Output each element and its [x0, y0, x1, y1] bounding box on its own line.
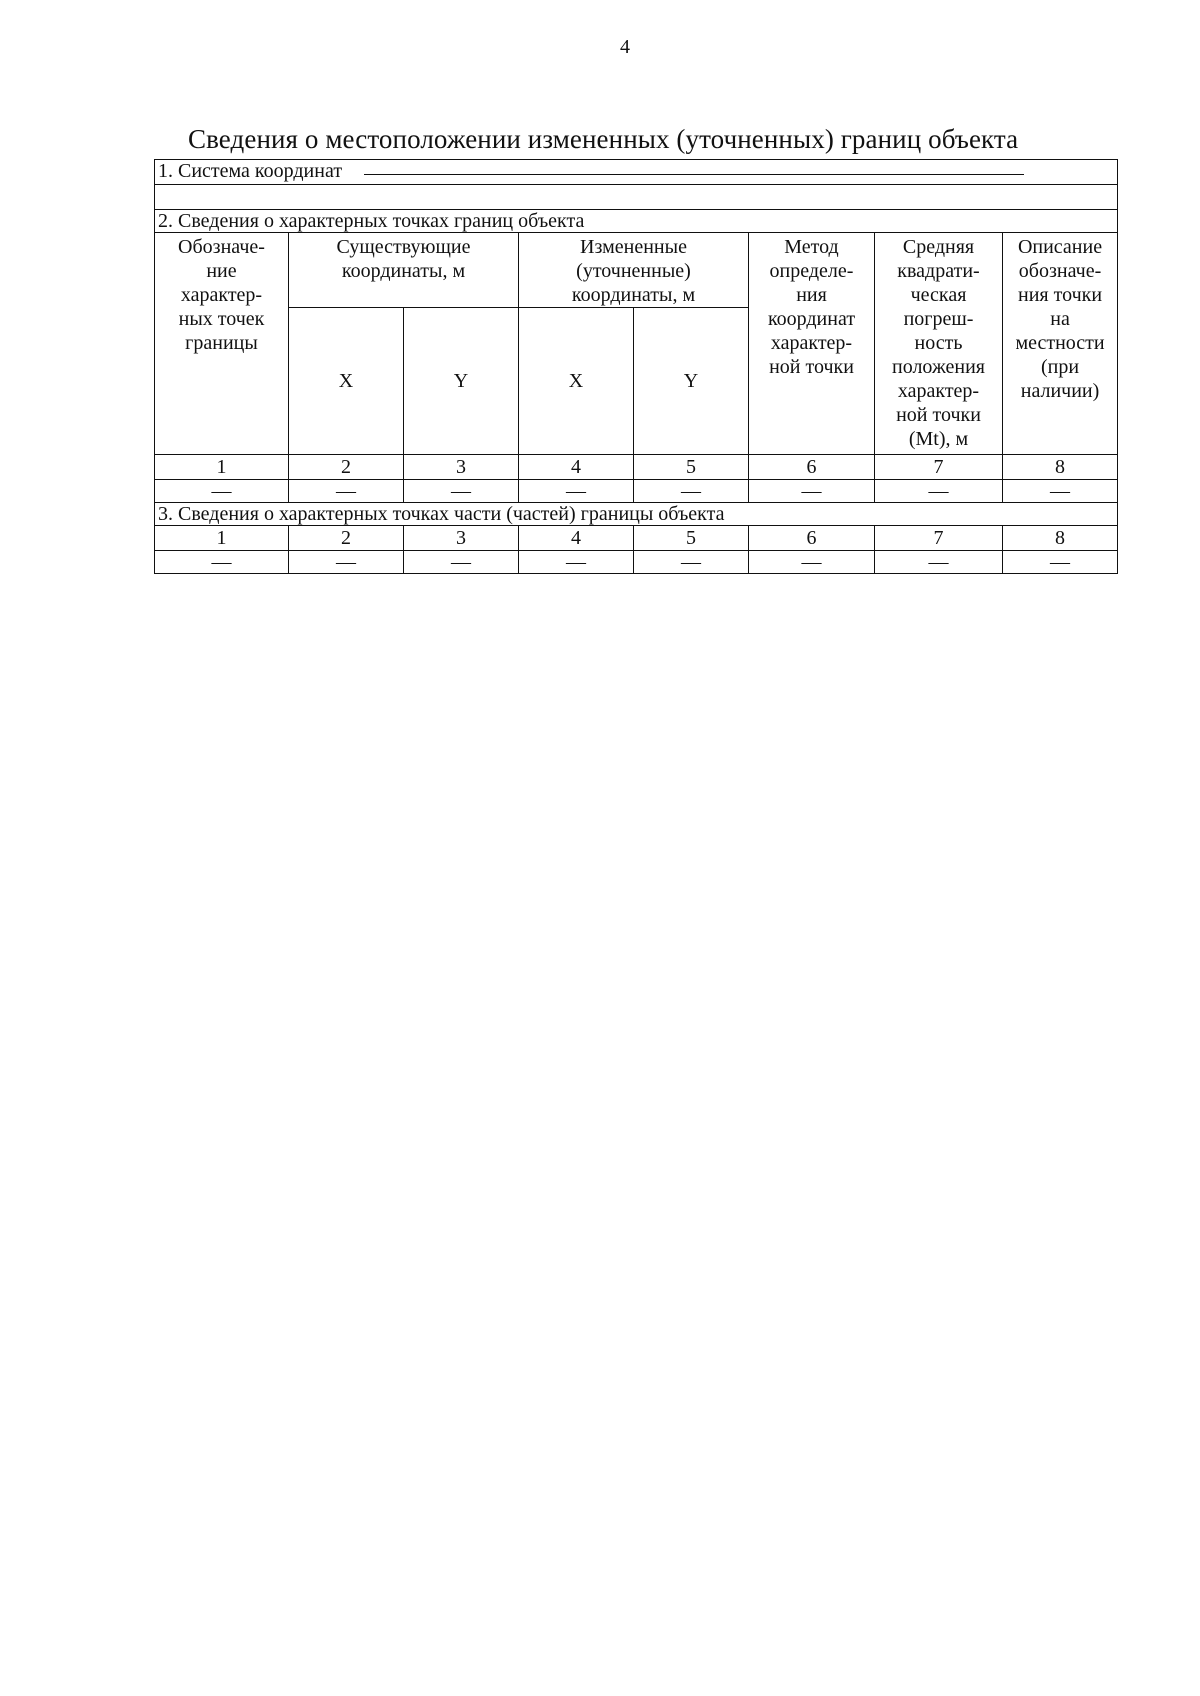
header-designation: Обозначе- ние характер- ных точек границы: [155, 233, 289, 455]
header-existing-x: X: [289, 308, 404, 455]
column-number: 1: [155, 526, 289, 551]
boundary-points-table: [154, 159, 1118, 574]
column-number: 2: [289, 455, 404, 480]
column-number: 4: [519, 526, 634, 551]
table-cell: —: [289, 551, 404, 574]
column-number: 7: [875, 455, 1003, 480]
blank-row: [155, 185, 1118, 210]
table-cell: —: [519, 551, 634, 574]
table-cell: —: [1003, 551, 1118, 574]
column-number: 5: [634, 526, 749, 551]
page-number: 4: [620, 36, 630, 58]
column-number: 5: [634, 455, 749, 480]
table-cell: —: [875, 480, 1003, 503]
header-changed-x: X: [519, 308, 634, 455]
header-existing-y: Y: [404, 308, 519, 455]
table-cell: —: [404, 480, 519, 503]
section3-data-row: [155, 551, 1118, 574]
header-point-description: Описание обозначе- ния точки на местности (при наличии): [1003, 233, 1118, 455]
table-cell: —: [289, 480, 404, 503]
section2-header-row: [155, 233, 1118, 308]
document-title: Сведения о местоположении измененных (уточненных) границ объекта: [188, 124, 1019, 154]
table-cell: —: [155, 480, 289, 503]
header-existing-coordinates: Существующие координаты, м: [289, 233, 519, 308]
header-mean-square-error: Средняя квадрати- ческая погреш- ность положения характер- ной точки (Mt), м: [875, 233, 1003, 455]
section3-heading: 3. Сведения о характерных точках части (частей) границы объекта: [155, 503, 1118, 526]
header-method: Метод определе- ния координат характер- ной точки: [749, 233, 875, 455]
table-cell: —: [1003, 480, 1118, 503]
column-number: 2: [289, 526, 404, 551]
table-cell: —: [634, 551, 749, 574]
table-cell: —: [749, 480, 875, 503]
section2-heading-row: [155, 210, 1118, 233]
coordinate-system-cell: [155, 160, 1118, 185]
header-changed-y: Y: [634, 308, 749, 455]
column-number: 8: [1003, 455, 1118, 480]
section3-column-numbers-row: [155, 526, 1118, 551]
table-cell: —: [634, 480, 749, 503]
column-number: 1: [155, 455, 289, 480]
table-cell: —: [875, 551, 1003, 574]
column-number: 3: [404, 455, 519, 480]
column-number: 4: [519, 455, 634, 480]
header-changed-coordinates: Измененные (уточненные) координаты, м: [519, 233, 749, 308]
column-number: 6: [749, 455, 875, 480]
table-cell: —: [749, 551, 875, 574]
table-cell: —: [404, 551, 519, 574]
section2-data-row: [155, 480, 1118, 503]
section2-heading: 2. Сведения о характерных точках границ объекта: [155, 210, 1118, 233]
section3-heading-row: [155, 503, 1118, 526]
column-number: 7: [875, 526, 1003, 551]
table-cell: —: [155, 551, 289, 574]
table-cell: —: [519, 480, 634, 503]
section2-column-numbers-row: [155, 455, 1118, 480]
blank-cell: [155, 185, 1118, 210]
column-number: 6: [749, 526, 875, 551]
column-number: 8: [1003, 526, 1118, 551]
coordinate-system-row: [155, 160, 1118, 185]
coordinate-system-value-line: [364, 160, 1024, 175]
column-number: 3: [404, 526, 519, 551]
coordinate-system-label: 1. Система координат: [158, 160, 343, 182]
